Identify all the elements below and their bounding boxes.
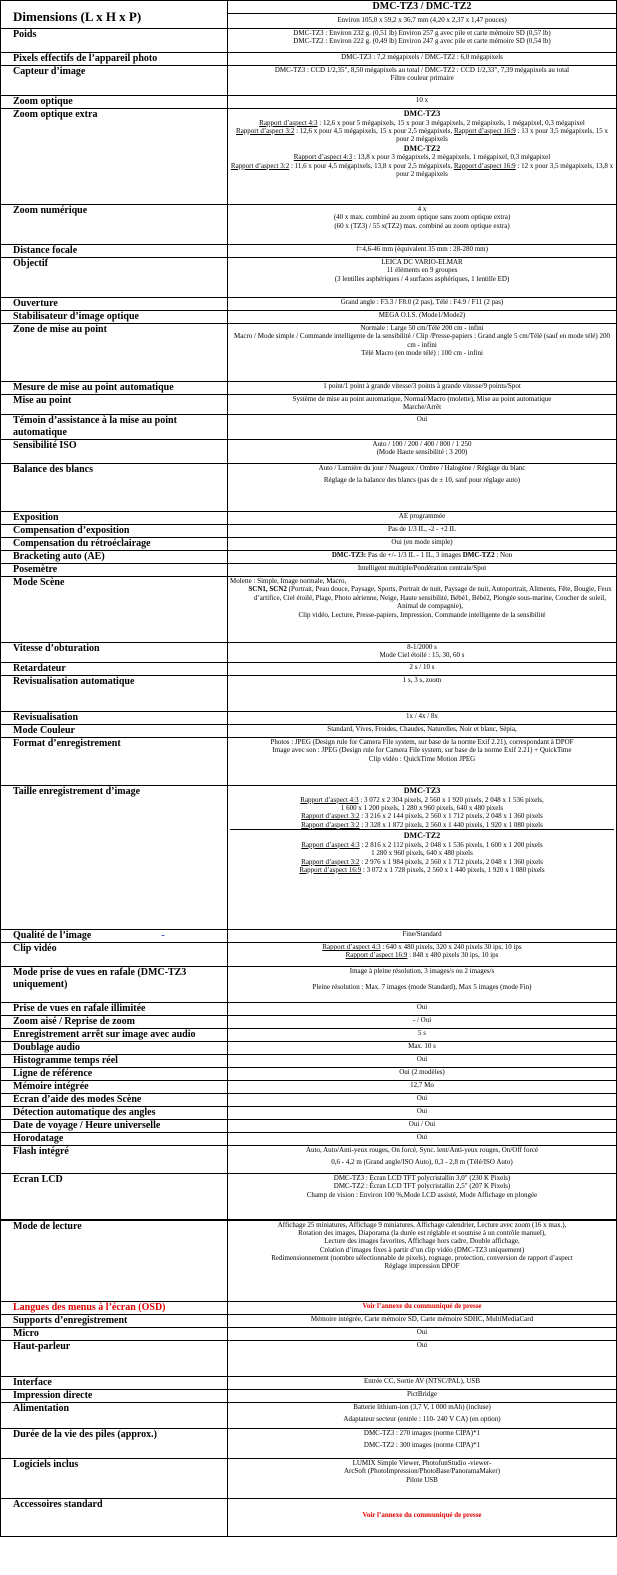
clip-label: Clip vidéo: [1, 943, 228, 967]
taille-label: Taille enregistrement d’image: [1, 786, 228, 930]
taille-tz3-title: DMC-TZ3: [403, 786, 441, 795]
taille-tz3-43a: [230, 796, 614, 804]
clip-line-2: [230, 951, 614, 959]
sensibilite-value: [228, 440, 617, 464]
row-revisu: [1, 712, 617, 725]
revisu-auto-label: Revisualisation automatique: [1, 676, 228, 712]
row-retardateur: [1, 663, 617, 676]
aspect-text: : 2 976 x 1 984 pixels, 2 560 x 1 712 pixels, 2 048 x 1 360 pixels: [359, 857, 543, 866]
zoom-extra-label: Zoom optique extra: [1, 109, 228, 205]
zoom-aise-label: Zoom aisé / Reprise de zoom: [1, 1016, 228, 1029]
compensation-expo-value: Pas de 1/3 IL, -2 - +2 IL: [228, 525, 617, 538]
lecture-value: [228, 1220, 617, 1302]
mise-au-point-label: Mise au point: [1, 395, 228, 415]
micro-label: Micro: [1, 1328, 228, 1341]
aspect-label: Rapport d’aspect 4:3: [301, 840, 360, 849]
row-doublage: [1, 1042, 617, 1055]
zoom-numerique-value: [228, 205, 617, 245]
horodatage-value: Oui: [228, 1133, 617, 1146]
bracketing-value: [228, 551, 617, 564]
mesure-map-value: 1 point/1 point à grande vitesse/3 points à grande vitesse/9 points/Spot: [228, 382, 617, 395]
alimentation-line-2: Adaptateur secteur (entrée : 110- 240 V CA) (en option): [343, 1415, 501, 1424]
ecran-line-2: DMC-TZ2 : Écran LCD TFT polycristallin 2,5" (207 K Pixels): [333, 1182, 511, 1191]
aspect-text: : 12 x pour 3,5 mégapixels, 13,8 x pour 2 mégapixels: [396, 161, 614, 179]
ecran-aide-value: Oui: [228, 1094, 617, 1107]
detection-value: Oui: [228, 1107, 617, 1120]
aspect-text: : 3 328 x 1 872 pixels, 2 560 x 1 440 pixels, 1 920 x 1 080 pixels: [359, 820, 543, 829]
enreg-audio-label: Enregistrement arrêt sur image avec audio: [1, 1029, 228, 1042]
zoom-optique-label: Zoom optique: [1, 96, 228, 109]
objectif-line-2: 11 éléments en 9 groupes: [386, 266, 458, 275]
row-exposition: [1, 512, 617, 525]
piles-label: Durée de la vie des piles (approx.): [1, 1429, 228, 1459]
format-label: Format d’enregistrement: [1, 738, 228, 786]
sensibilite-line-2: (Mode Haute sensibilité : 3 200): [376, 448, 468, 457]
posemetre-value: Intelligent multiple/Pondération centrale/Spot: [228, 564, 617, 577]
row-mode-couleur: [1, 725, 617, 738]
row-ouverture: [1, 298, 617, 311]
bracketing-text: Pas de +/- 1/3 IL - 1 IL, 3 images: [366, 551, 463, 559]
row-format: [1, 738, 617, 786]
qualite-marker: -: [161, 930, 165, 941]
qualite-value: Fine/Standard: [228, 930, 617, 943]
lecture-line-1: Affichage 25 miniatures, Affichage 9 miniatures, Affichage calendrier, Lecture avec zoom (16 x max.),: [277, 1220, 567, 1229]
row-zoom-aise: [1, 1016, 617, 1029]
row-enreg-audio: [1, 1029, 617, 1042]
bracketing-tz2: DMC-TZ2: [462, 551, 495, 559]
interface-label: Interface: [1, 1377, 228, 1390]
ecran-line-3: Champ de vision : Environ 100 %,Mode LCD assisté, Mode Affichage en plongée: [306, 1190, 538, 1199]
header-row: [1, 1, 617, 29]
compensation-expo-label: Compensation d’exposition: [1, 525, 228, 538]
mode-scene-list: (Portrait, Peau douce, Paysage, Sports, Portrait de nuit, Paysage de nuit, Autoportrait, Aliments, Fête, Bougie, Feux d’artifice, Ciel étoilé, Plage, Photo aérienne, Neige, Haute sensibilité, Bébé1, Bébé2, Plongée sous-marine, Coucher de soleil, Animal de compagnie),: [253, 585, 612, 611]
logiciels-line-2: ArcSoft (PhotoImpression/PhotoBase/PanoramaMaker): [343, 1467, 501, 1476]
stabilisateur-label: Stabilisateur d’image optique: [1, 311, 228, 324]
revisu-label: Revisualisation: [1, 712, 228, 725]
poids-label: Poids: [1, 29, 228, 53]
row-taille: [1, 786, 617, 930]
aspect-label: Rapport d’aspect 3:2: [236, 126, 295, 135]
row-ecran: [1, 1174, 617, 1220]
distance-focale-value: f=4,6-46 mm (équivalent 35 mm : 28-280 mm): [228, 245, 617, 258]
revisu-auto-value: 1 s, 3 s, zoom: [228, 676, 617, 712]
flash-line-1: Auto, Auto/Anti-yeux rouges, On forcé, Sync. lent/Anti-yeux rouges, On/Off forcé: [306, 1146, 538, 1154]
row-vitesse: [1, 643, 617, 663]
row-capteur: [1, 66, 617, 96]
posemetre-label: Posemètre: [1, 564, 228, 577]
zone-map-line-3: Télé Macro (en mode télé) : 100 cm - infini: [361, 349, 483, 358]
zoom-extra-tz2-32: [230, 162, 614, 179]
row-mise-au-point: [1, 395, 617, 415]
capteur-label: Capteur d’image: [1, 66, 228, 96]
histogramme-label: Histogramme temps réel: [1, 1055, 228, 1068]
row-ecran-aide: [1, 1094, 617, 1107]
retardateur-value: 2 s / 10 s: [228, 663, 617, 676]
ouverture-label: Ouverture: [1, 298, 228, 311]
zone-map-line-1: Normale : Large 50 cm/Télé 200 cm - infini: [360, 324, 484, 332]
qualite-label-text: Qualité de l’image: [13, 930, 92, 941]
mesure-map-label: Mesure de mise au point automatique: [1, 382, 228, 395]
lecture-label: Mode de lecture: [1, 1220, 228, 1302]
row-langues: [1, 1302, 617, 1315]
zoom-extra-tz3-43: [230, 119, 614, 127]
format-value: [228, 738, 617, 786]
scn-label: SCN1, SCN2: [248, 585, 287, 594]
poids-line-2: DMC-TZ2 : Environ 222 g. (0,49 lb) Environ 247 g avec pile et carte mémoire SD (0,54 lb): [293, 37, 551, 46]
impression-label: Impression directe: [1, 1390, 228, 1403]
pixels-value: DMC-TZ3 : 7,2 mégapixels / DMC-TZ2 : 6,0 mégapixels: [228, 53, 617, 66]
mode-scene-label: Mode Scène: [1, 577, 228, 643]
ecran-aide-label: Écran d’aide des modes Scène: [1, 1094, 228, 1107]
langues-label: Langues des menus à l’écran (OSD): [1, 1302, 228, 1315]
compensation-retro-value: Oui (en mode simple): [228, 538, 617, 551]
supports-label: Supports d’enregistrement: [1, 1315, 228, 1328]
alimentation-label: Alimentation: [1, 1403, 228, 1429]
impression-value: PictBridge: [228, 1390, 617, 1403]
aspect-text: : 12,6 x pour 5 mégapixels, 15 x pour 3 mégapixels, 2 mégapixels, 1 mégapixel, 0,3 mégapixel: [317, 118, 585, 127]
taille-tz3-43b: 1 600 x 1 200 pixels, 1 280 x 960 pixels, 640 x 480 pixels: [340, 803, 504, 812]
zone-map-value: [228, 324, 617, 382]
models-title: DMC-TZ3 / DMC-TZ2: [228, 1, 616, 14]
zoom-numerique-line-1: 4 x: [417, 205, 427, 213]
lecture-line-6: Réglage impression DPOF: [384, 1262, 460, 1271]
balance-line-1: Auto / Lumière du jour / Nuageux / Ombre / Halogène / Réglage du blanc: [318, 464, 526, 472]
exposition-label: Exposition: [1, 512, 228, 525]
aspect-label: Rapport d’aspect 16:9: [453, 126, 516, 135]
aspect-text: : 11,6 x pour 4,5 mégapixels, 13,8 x pour 2,5 mégapixels,: [289, 161, 454, 170]
balance-value: [228, 464, 617, 512]
date-voyage-value: Oui / Oui: [228, 1120, 617, 1133]
aspect-label: Rapport d’aspect 3:2: [301, 812, 360, 821]
rafale-label: Mode prise de vues en rafale (DMC-TZ3 uniquement): [1, 967, 228, 1003]
vitesse-line-1: 8-1/2000 s: [407, 643, 437, 651]
rafale-line-1: Image à pleine résolution, 3 images/s ou 2 images/s: [349, 967, 495, 975]
qualite-label: [1, 930, 228, 943]
pixels-label: Pixels effectifs de l’appareil photo: [1, 53, 228, 66]
row-rafale: [1, 967, 617, 1003]
row-stabilisateur: [1, 311, 617, 324]
row-alimentation: [1, 1403, 617, 1429]
clip-value: [228, 943, 617, 967]
aspect-text: : 3 216 x 2 144 pixels, 2 560 x 1 712 pixels, 2 048 x 1 360 pixels: [359, 812, 543, 821]
taille-tz2-43a: [230, 841, 614, 849]
mise-au-point-value: [228, 395, 617, 415]
ecran-value: [228, 1174, 617, 1220]
capteur-value: [228, 66, 617, 96]
taille-tz3-32: [230, 812, 614, 820]
logiciels-label: Logiciels inclus: [1, 1459, 228, 1499]
zone-map-label: Zone de mise au point: [1, 324, 228, 382]
row-mode-scene: [1, 577, 617, 643]
ligne-ref-value: Oui (2 modèles): [228, 1068, 617, 1081]
row-qualite: [1, 930, 617, 943]
distance-focale-label: Distance focale: [1, 245, 228, 258]
aspect-text: : 13 x pour 3,5 mégapixels, 15 x pour 2 mégapixels: [396, 126, 608, 144]
objectif-line-1: LEICA DC VARIO-ELMAR: [381, 258, 463, 266]
mise-au-point-line-2: Marche/Arrêt: [402, 403, 442, 412]
accessoires-label: Accessoires standard: [1, 1499, 228, 1537]
row-compensation-expo: [1, 525, 617, 538]
logiciels-value: [228, 1459, 617, 1499]
row-interface: [1, 1377, 617, 1390]
haut-parleur-value: Oui: [228, 1341, 617, 1377]
taille-tz2-title: DMC-TZ2: [230, 829, 614, 841]
supports-value: Mémoire intégrée, Carte mémoire SD, Carte mémoire SDHC, MultiMediaCard: [228, 1315, 617, 1328]
aspect-label: Rapport d’aspect 4:3: [293, 153, 353, 162]
mode-couleur-value: Standard, Vives, Froides, Chaudes, Naturelles, Noir et blanc, Sépia,: [228, 725, 617, 738]
row-poids: [1, 29, 617, 53]
taille-tz3-32b: [230, 821, 614, 829]
dimensions-label-text: Dimensions (L x H x P): [13, 9, 142, 24]
langues-value: Voir l’annexe du communiqué de presse: [228, 1302, 617, 1315]
row-clip: [1, 943, 617, 967]
row-histogramme: [1, 1055, 617, 1068]
format-line-1: Photos : JPEG (Design rule for Camera File system, sur base de la norme Exif 2.21), correspondant à DPOF: [270, 738, 574, 746]
objectif-label: Objectif: [1, 258, 228, 298]
haut-parleur-label: Haut-parleur: [1, 1341, 228, 1377]
row-zone-map: [1, 324, 617, 382]
enreg-audio-value: 5 s: [228, 1029, 617, 1042]
doublage-value: Max. 10 s: [228, 1042, 617, 1055]
taille-value: [228, 786, 617, 930]
rafale-line-2: Pleine résolution : Max. 7 images (mode Standard), Max 5 images (mode Fin): [312, 983, 532, 992]
ouverture-value: Grand angle : F3.3 / F8.0 (2 pas), Télé : F4.9 / F11 (2 pas): [228, 298, 617, 311]
logiciels-line-1: LUMIX Simple Viewer, PhotofunStudio -viewer-: [352, 1459, 492, 1467]
memoire-label: Mémoire intégrée: [1, 1081, 228, 1094]
row-temoin: [1, 415, 617, 440]
sensibilite-label: Sensibilité ISO: [1, 440, 228, 464]
taille-tz2-43b: 1 280 x 960 pixels, 640 x 480 pixels: [371, 849, 473, 858]
objectif-value: [228, 258, 617, 298]
aspect-label: Rapport d’aspect 4:3: [322, 943, 381, 951]
aspect-label: Rapport d’aspect 3:2: [230, 161, 290, 170]
row-pixels: [1, 53, 617, 66]
mode-scene-line-2: [230, 585, 614, 610]
aspect-label: Rapport d’aspect 16:9: [299, 865, 362, 874]
aspect-label: Rapport d’aspect 4:3: [300, 795, 359, 804]
row-compensation-retro: [1, 538, 617, 551]
micro-value: Oui: [228, 1328, 617, 1341]
rafale-illimitee-value: Oui: [228, 1003, 617, 1016]
aspect-text: : 2 816 x 2 112 pixels, 2 048 x 1 536 pixels, 1 600 x 1 200 pixels: [359, 840, 543, 849]
ecran-label: Écran LCD: [1, 1174, 228, 1220]
row-accessoires: [1, 1499, 617, 1537]
accessoires-text: Voir l’annexe du communiqué de presse: [362, 1511, 482, 1519]
exposition-value: AE programmée: [228, 512, 617, 525]
mode-scene-value: [228, 577, 617, 643]
row-zoom-numerique: [1, 205, 617, 245]
row-detection: [1, 1107, 617, 1120]
revisu-value: 1x / 4x / 8x: [228, 712, 617, 725]
zoom-numerique-line-2: (40 x max. combiné au zoom optique sans zoom optique extra): [333, 213, 511, 222]
aspect-label: Rapport d’aspect 4:3: [259, 118, 318, 127]
row-piles: [1, 1429, 617, 1459]
alimentation-value: [228, 1403, 617, 1429]
bracketing-label: Bracketing auto (AE): [1, 551, 228, 564]
row-date-voyage: [1, 1120, 617, 1133]
flash-value: [228, 1146, 617, 1174]
zoom-extra-tz2-title: DMC-TZ2: [403, 143, 441, 153]
row-logiciels: [1, 1459, 617, 1499]
zoom-extra-tz3-title: DMC-TZ3: [403, 109, 441, 118]
bracketing-text-2: : Non: [494, 551, 513, 559]
row-impression: [1, 1390, 617, 1403]
row-sensibilite: [1, 440, 617, 464]
taille-tz2-169: [230, 866, 614, 874]
compensation-retro-label: Compensation du rétroéclairage: [1, 538, 228, 551]
row-balance: [1, 464, 617, 512]
logiciels-line-3: Pilote USB: [406, 1475, 438, 1484]
lecture-line-3: Lecture des images favorites, Affichage hors cadre, Double affichage,: [324, 1237, 520, 1246]
zoom-aise-value: - / Oui: [228, 1016, 617, 1029]
piles-line-2: DMC-TZ2 : 300 images (norme CIPA)*1: [363, 1441, 481, 1450]
row-zoom-extra: [1, 109, 617, 205]
balance-label: Balance des blancs: [1, 464, 228, 512]
flash-label: Flash intégré: [1, 1146, 228, 1174]
temoin-label: Témoin d’assistance à la mise au point automatique: [1, 415, 228, 440]
interface-value: Entrée CC, Sortie AV (NTSC/PAL), USB: [228, 1377, 617, 1390]
piles-line-1: DMC-TZ3 : 270 images (norme CIPA)*1: [363, 1429, 481, 1437]
row-mesure-map: [1, 382, 617, 395]
aspect-text: : 12,6 x pour 4,5 mégapixels, 15 x pour 2,5 mégapixels,: [294, 126, 454, 135]
zone-map-line-2: Macro / Mode simple / Commande intelligente de la sensibilité / Clip /Presse-papiers : Grand angle 5 cm/Télé (sauf en mode télé) 200 cm - infini: [234, 332, 610, 349]
capteur-line-2: Filtre couleur primaire: [390, 74, 454, 83]
mode-scene-line-3: Clip vidéo, Lecture, Presse-papiers, Impression, Commande intelligente de la sensibilité: [298, 610, 546, 619]
zoom-extra-tz3-32: [230, 127, 614, 144]
poids-value: [228, 29, 617, 53]
taille-tz2-32: [230, 858, 614, 866]
vitesse-value: [228, 643, 617, 663]
lecture-line-4: Création d’images fixes à partir d’un clip vidéo (DMC-TZ3 uniquement): [319, 1245, 525, 1254]
vitesse-label: Vitesse d’obturation: [1, 643, 228, 663]
zoom-extra-value: [228, 109, 617, 205]
date-voyage-label: Date de voyage / Heure universelle: [1, 1120, 228, 1133]
aspect-label: Rapport d’aspect 16:9: [345, 951, 408, 960]
row-supports: [1, 1315, 617, 1328]
lecture-line-2: Rotation des images, Diaporama (la durée est réglable et soumise à un contrôle manuel),: [298, 1228, 546, 1237]
rafale-illimitee-label: Prise de vues en rafale illimitée: [1, 1003, 228, 1016]
aspect-text: : 3 072 x 1 728 pixels, 2 560 x 1 440 pixels, 1 920 x 1 080 pixels: [361, 865, 545, 874]
row-posemetre: [1, 564, 617, 577]
zoom-extra-tz2-43: [230, 153, 614, 161]
zoom-numerique-label: Zoom numérique: [1, 205, 228, 245]
row-revisu-auto: [1, 676, 617, 712]
mode-scene-line-1: Molette : Simple, Image normale, Macro,: [230, 577, 347, 585]
doublage-label: Doublage audio: [1, 1042, 228, 1055]
stabilisateur-value: MEGA O.I.S. (Mode1/Mode2): [228, 311, 617, 324]
aspect-label: Rapport d’aspect 16:9: [453, 161, 516, 170]
capteur-line-1: DMC-TZ3 : CCD 1/2,35", 8,50 mégapixels au total / DMC-TZ2 : CCD 1/2,33", 7,39 mégapixels au total: [274, 66, 570, 74]
aspect-text: : 848 x 480 pixels 30 ips, 10 ips: [407, 951, 499, 960]
lecture-line-5: Redimensionnement (nombre sélectionnable de pixels), rognage, protection, conversion de rapport d’aspect: [271, 1254, 573, 1263]
aspect-text: : 3 072 x 2 304 pixels, 2 560 x 1 920 pixels, 2 048 x 1 536 pixels,: [358, 795, 544, 804]
flash-line-2: 0,6 - 4,2 m (Grand angle/ISO Auto), 0,3 - 2,8 m (Télé/ISO Auto): [331, 1158, 513, 1167]
aspect-text: : 640 x 480 pixels, 320 x 240 pixels 30 ips, 10 ips: [380, 943, 522, 951]
histogramme-value: Oui: [228, 1055, 617, 1068]
alimentation-line-1: Batterie lithium-ion (3,7 V, 1 000 mAh) (incluse): [353, 1403, 491, 1411]
poids-line-1: DMC-TZ3 : Environ 232 g. (0,51 lb) Environ 257 g avec pile et carte mémoire SD (0,57 lb): [293, 29, 551, 37]
row-memoire: [1, 1081, 617, 1094]
horodatage-label: Horodatage: [1, 1133, 228, 1146]
header-cell: [228, 1, 617, 29]
aspect-label: Rapport d’aspect 3:2: [301, 857, 360, 866]
mode-couleur-label: Mode Couleur: [1, 725, 228, 738]
row-objectif: [1, 258, 617, 298]
bracketing-tz3: DMC-TZ3:: [331, 551, 367, 559]
zoom-numerique-line-3: (60 x (TZ3) / 55 x(TZ2) max. combiné au zoom optique extra): [334, 221, 510, 230]
accessoires-value: [228, 1499, 617, 1537]
zoom-optique-value: 10 x: [228, 96, 617, 109]
row-lecture: [1, 1220, 617, 1302]
aspect-text: : 13,8 x pour 3 mégapixels, 2 mégapixels, 1 mégapixel, 0,3 mégapixel: [352, 153, 551, 162]
row-zoom-optique: [1, 96, 617, 109]
aspect-label: Rapport d’aspect 3:2: [301, 820, 360, 829]
balance-line-2: Réglage de la balance des blancs (pas de ± 10, sauf pour réglage auto): [323, 476, 521, 485]
sensibilite-line-1: Auto / 100 / 200 / 400 / 800 / 1 250: [372, 440, 472, 448]
retardateur-label: Retardateur: [1, 663, 228, 676]
rafale-value: [228, 967, 617, 1003]
row-distance-focale: [1, 245, 617, 258]
temoin-value: Oui: [228, 415, 617, 440]
ligne-ref-label: Ligne de référence: [1, 1068, 228, 1081]
clip-line-1: [230, 943, 614, 951]
memoire-value: 12,7 Mo: [228, 1081, 617, 1094]
ecran-line-1: DMC-TZ3 : Écran LCD TFT polycristallin 3,0" (230 K Pixels): [333, 1174, 511, 1182]
row-bracketing: [1, 551, 617, 564]
row-rafale-illimitee: [1, 1003, 617, 1016]
vitesse-line-2: Mode Ciel étoilé : 15, 30, 60 s: [379, 651, 465, 660]
piles-value: [228, 1429, 617, 1459]
dimensions-value: Environ 105,0 x 59,2 x 36,7 mm (4,20 x 2,37 x 1,47 pouces): [337, 16, 507, 24]
objectif-line-3: (3 lentilles asphériques / 4 surfaces asphériques, 1 lentille ED): [334, 274, 510, 283]
mise-au-point-line-1: Système de mise au point automatique, Normal/Macro (molette), Mise au point automatique: [292, 395, 552, 403]
row-haut-parleur: [1, 1341, 617, 1377]
row-horodatage: [1, 1133, 617, 1146]
format-line-2: Image avec son : JPEG (Design rule for Camera File system, sur base de la norme Exif 2.21) + QuickTime: [272, 746, 572, 755]
format-line-3: Clip vidéo : QuickTime Motion JPEG: [368, 754, 476, 763]
detection-label: Détection automatique des angles: [1, 1107, 228, 1120]
dimensions-label: [1, 1, 228, 29]
row-ligne-ref: [1, 1068, 617, 1081]
row-micro: [1, 1328, 617, 1341]
row-flash: [1, 1146, 617, 1174]
